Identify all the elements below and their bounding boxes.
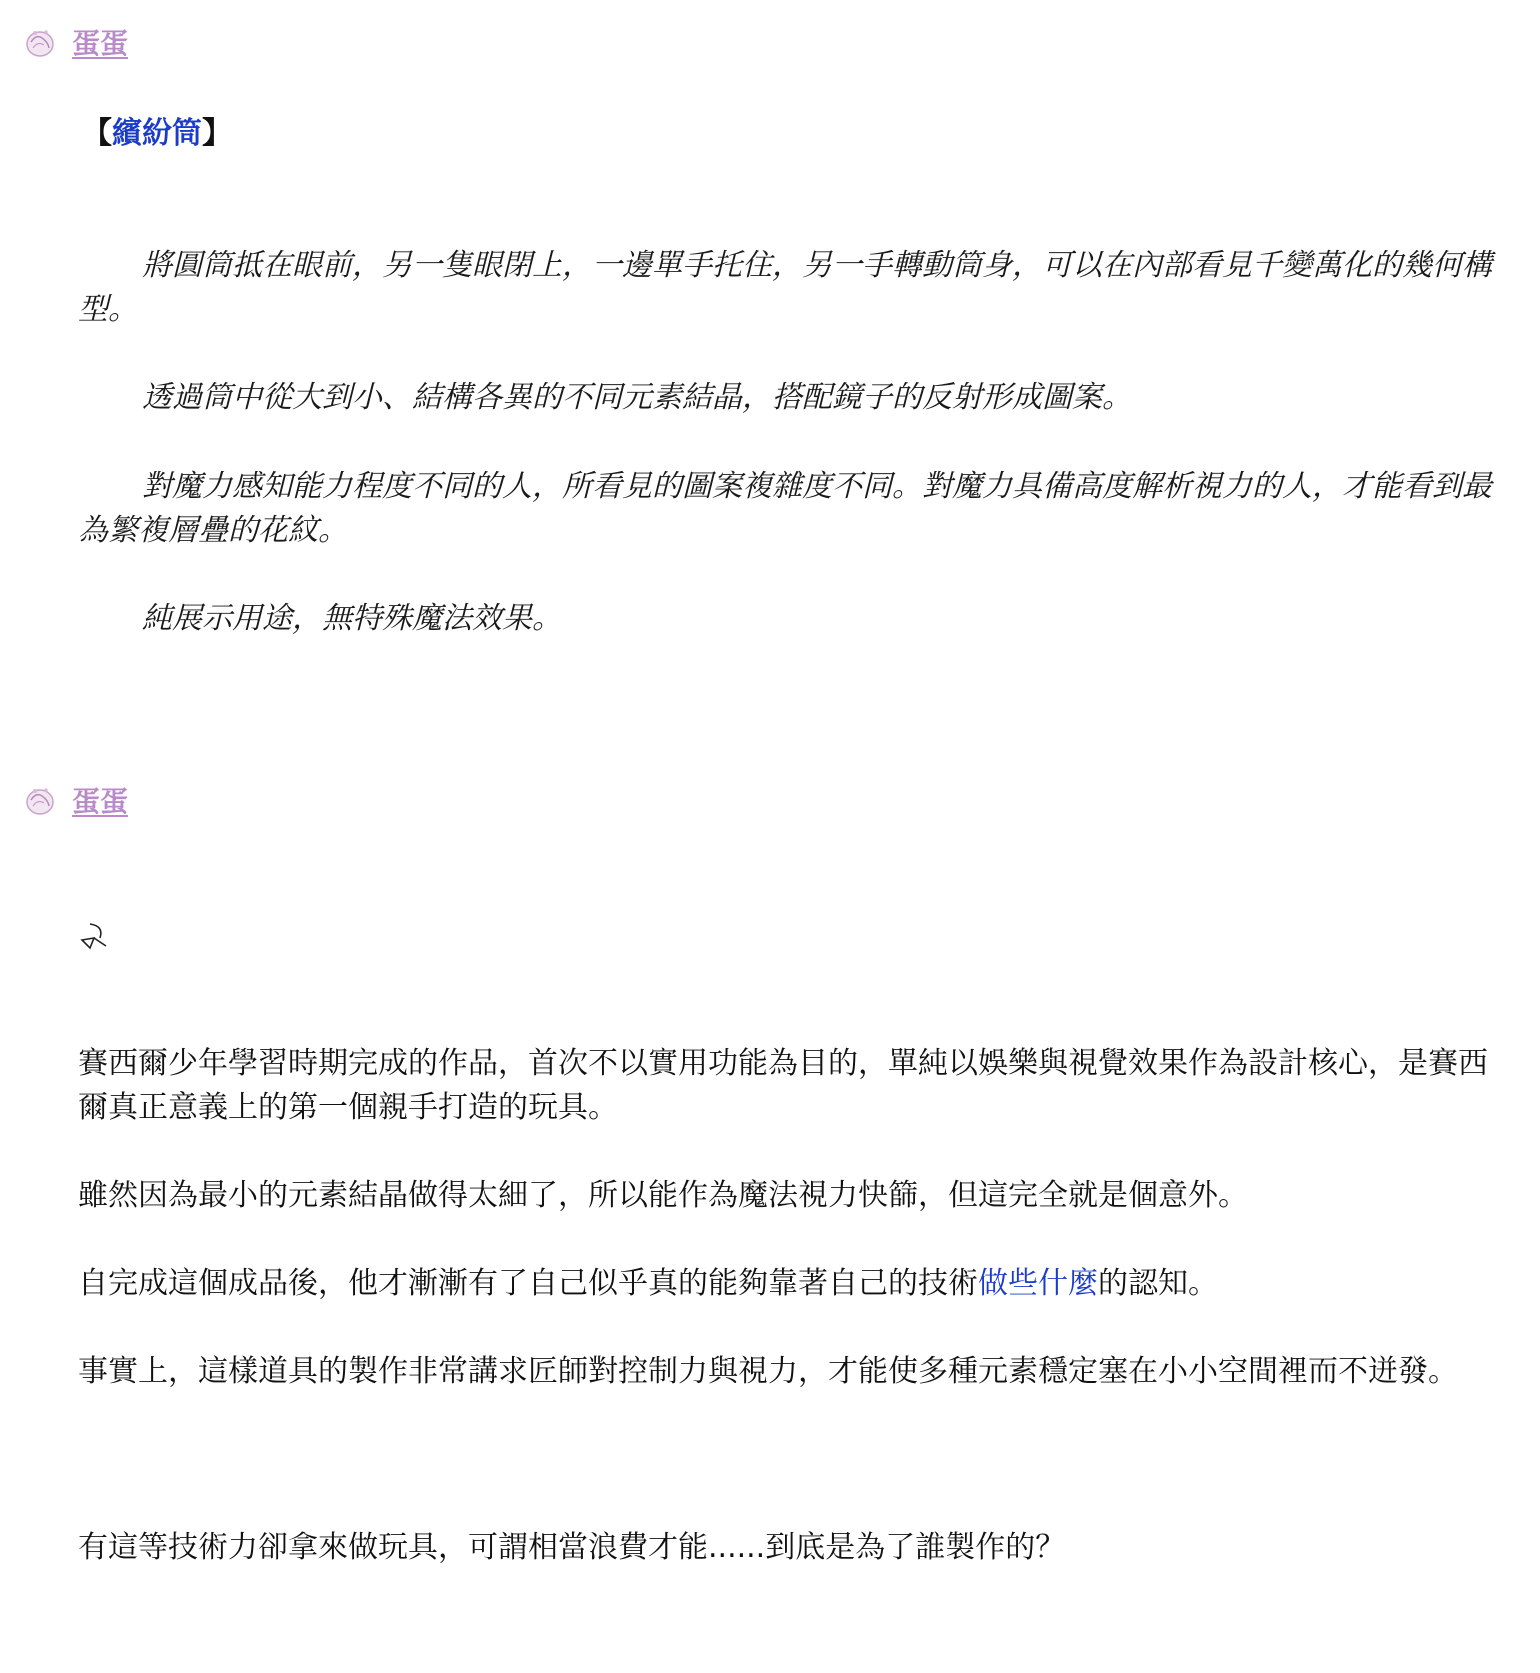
author-name[interactable]: 蛋蛋 (72, 27, 129, 60)
description-paragraph (78, 244, 1513, 332)
story-text: 的認知。 (1098, 1266, 1218, 1301)
story-text: 自完成這個成品後，他才漸漸有了自己似乎真的能夠靠著自己的技術 (78, 1266, 978, 1301)
description-text: 對魔力感知能力程度不同的人，所看見的圖案複雜度不同。對魔力具備高度解析視力的人，才能看到最為繁複層疊的花紋。 (78, 469, 1492, 548)
post-header (22, 780, 128, 820)
post-header (22, 22, 128, 62)
title-bracket-close: 】 (202, 116, 232, 151)
egg-avatar-icon[interactable] (22, 24, 58, 60)
story-paragraph: 有這等技術力卻拿來做玩具，可謂相當浪費才能......到底是為了誰製作的？ (78, 1530, 1066, 1565)
story-paragraph: 事實上，這樣道具的製作非常講求匠師對控制力與視力，才能使多種元素穩定塞在小小空間裡而不迸發。 (78, 1354, 1458, 1389)
description-paragraph (78, 597, 1513, 641)
description-text: 將圓筒抵在眼前，另一隻眼閉上，一邊單手托住，另一手轉動筒身，可以在內部看見千變萬化的幾何構型。 (78, 248, 1492, 327)
item-title (82, 114, 232, 154)
story-paragraph (78, 1262, 1513, 1306)
description-paragraph (78, 465, 1513, 553)
author-name[interactable]: 蛋蛋 (72, 785, 129, 818)
description-paragraph (78, 376, 1513, 420)
description-text: 純展示用途，無特殊魔法效果。 (142, 601, 562, 636)
title-bracket-open: 【 (82, 116, 112, 151)
story-paragraph: 賽西爾少年學習時期完成的作品，首次不以實用功能為目的，單純以娛樂與視覺效果作為設計核心，是賽西爾真正意義上的第一個親手打造的玩具。 (78, 1046, 1488, 1125)
inline-link[interactable]: 做些什麼 (978, 1266, 1098, 1301)
egg-avatar-icon[interactable] (22, 782, 58, 818)
description-text: 透過筒中從大到小、結構各異的不同元素結晶，搭配鏡子的反射形成圖案。 (142, 380, 1132, 415)
item-title-link[interactable]: 繽紛筒 (112, 116, 202, 151)
story-paragraph: 雖然因為最小的元素結晶做得太細了，所以能作為魔法視力快篩，但這完全就是個意外。 (78, 1178, 1248, 1213)
sparkle-icon (78, 920, 110, 952)
